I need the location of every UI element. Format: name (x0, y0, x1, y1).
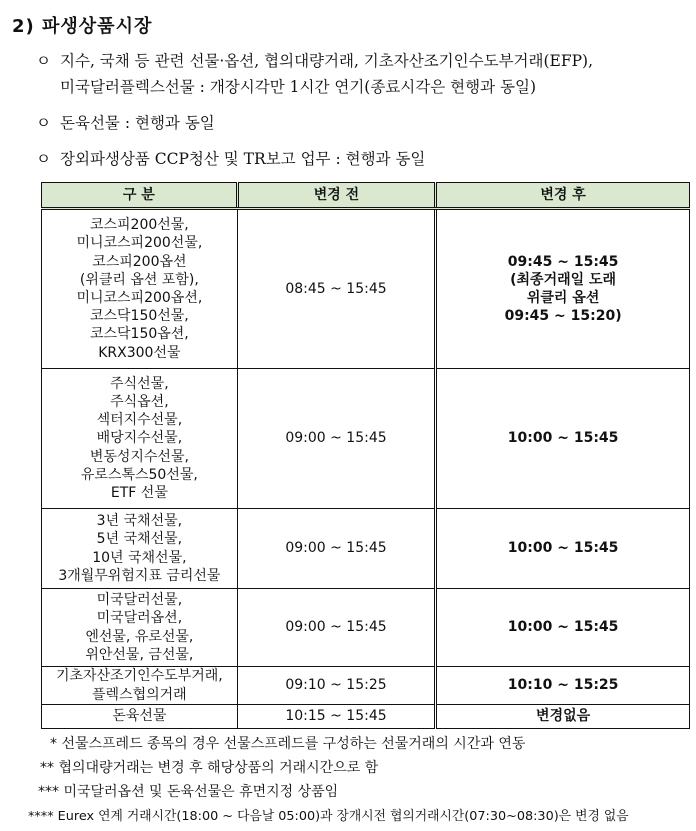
after-line: 변경없음 (536, 708, 591, 725)
category-line: 변동성지수선물, (89, 448, 189, 465)
bullet-mark: ㅇ (36, 114, 51, 132)
note-3: *** 미국달러옵션 및 돈육선물은 휴면지정 상품임 (38, 784, 339, 800)
table-row (42, 667, 690, 705)
after-line: 09:45 ~ 15:20) (504, 308, 622, 325)
before-cell: 09:00 ~ 15:45 (237, 509, 435, 589)
bullet-text (60, 146, 425, 172)
category-line: 미국달러선물, (96, 592, 183, 609)
bullet-mark: ㅇ (36, 150, 51, 168)
category-line: 5년 국채선물, (96, 531, 183, 548)
category-line: 미니코스피200옵션, (76, 290, 203, 306)
bullet-mark: ㅇ (36, 52, 51, 70)
after-line: 위클리 옵션 (526, 290, 600, 306)
category-line: 유로스톡스50선물, (80, 466, 198, 483)
category-cell (42, 589, 238, 667)
bullet-3 (36, 146, 686, 172)
table-row (42, 509, 690, 589)
category-line: 미니코스피200선물, (76, 235, 203, 252)
category-line: 미국달러옵션, (96, 610, 183, 627)
after-line: 10:00 ~ 15:45 (507, 540, 619, 557)
category-line: 주식옵션, (110, 393, 169, 410)
category-line: 주식선물, (110, 375, 169, 392)
after-cell (436, 589, 690, 667)
category-line: 코스피200선물, (89, 217, 189, 234)
category-line: 위안선물, 금선물, (85, 646, 194, 663)
note-2: ** 협의대량거래는 변경 후 해당상품의 거래시간으로 함 (40, 760, 379, 776)
before-cell: 09:10 ~ 15:25 (237, 667, 435, 705)
bullet-2 (36, 110, 686, 136)
category-line: 엔선물, 유로선물, (85, 628, 194, 645)
category-line: 돈육선물 (112, 708, 167, 725)
bullet-1 (36, 48, 686, 102)
category-line: 10년 국채선물, (92, 549, 187, 566)
header-before: 변경 전 (237, 183, 435, 209)
category-cell (42, 509, 238, 589)
header-after: 변경 후 (436, 183, 690, 209)
after-line: (최종거래일 도래 (510, 271, 617, 288)
category-line: (위클리 옵션 포함), (79, 271, 199, 288)
category-line: 플렉스협의거래 (92, 686, 187, 703)
after-line: 10:10 ~ 15:25 (507, 677, 619, 694)
table-row (42, 705, 690, 729)
after-cell (436, 209, 690, 369)
note-1: * 선물스프레드 종목의 경우 선물스프레드를 구성하는 선물거래의 시간과 연동 (50, 736, 526, 752)
after-cell (436, 705, 690, 729)
bullet-line: 지수, 국채 등 관련 선물·옵션, 협의대량거래, 기초자산조기인수도부거래(EFP), (60, 52, 594, 70)
header-category: 구 분 (42, 183, 238, 209)
category-line: 기초자산조기인수도부거래, (56, 668, 223, 685)
bullet-line: 미국달러플렉스선물 : 개장시각만 1시간 연기(종료시각은 현행과 동일) (60, 78, 536, 96)
table-body (42, 209, 690, 729)
category-cell (42, 705, 238, 729)
category-cell (42, 209, 238, 369)
after-line: 10:00 ~ 15:45 (507, 619, 619, 636)
category-line: 섹터지수선물, (96, 412, 183, 429)
section-title: 2) 파생상품시장 (12, 16, 153, 37)
category-line: 코스닥150선물, (89, 308, 189, 325)
bullet-text (60, 110, 215, 136)
category-line: 3개월무위험지표 금리선물 (58, 567, 221, 584)
after-cell (436, 667, 690, 705)
category-line: 코스피200옵션 (92, 253, 187, 270)
table-row (42, 369, 690, 509)
after-line: 09:45 ~ 15:45 (507, 253, 619, 270)
after-line: 10:00 ~ 15:45 (507, 430, 619, 447)
before-cell: 08:45 ~ 15:45 (237, 209, 435, 369)
category-line: KRX300선물 (98, 344, 181, 361)
before-cell: 10:15 ~ 15:45 (237, 705, 435, 729)
after-cell (436, 369, 690, 509)
bullet-text (60, 48, 593, 100)
bullet-line: 장외파생상품 CCP청산 및 TR보고 업무 : 현행과 동일 (60, 150, 426, 168)
table-row (42, 589, 690, 667)
category-line: 3년 국채선물, (96, 513, 183, 530)
after-cell (436, 509, 690, 589)
category-line: ETF 선물 (110, 485, 168, 501)
category-line: 코스닥150옵션, (89, 326, 189, 343)
before-cell: 09:00 ~ 15:45 (237, 589, 435, 667)
category-cell (42, 369, 238, 509)
before-cell: 09:00 ~ 15:45 (237, 369, 435, 509)
bullet-line: 돈육선물 : 현행과 동일 (60, 114, 215, 132)
category-line: 배당지수선물, (96, 430, 183, 447)
trading-hours-table (41, 182, 690, 729)
note-4: **** Eurex 연계 거래시간(18:00 ~ 다음날 05:00)과 장개시전 협의거래시간(07:30~08:30)은 변경 없음 (28, 809, 629, 824)
category-cell (42, 667, 238, 705)
table-header-row (42, 183, 690, 209)
table-row (42, 209, 690, 369)
